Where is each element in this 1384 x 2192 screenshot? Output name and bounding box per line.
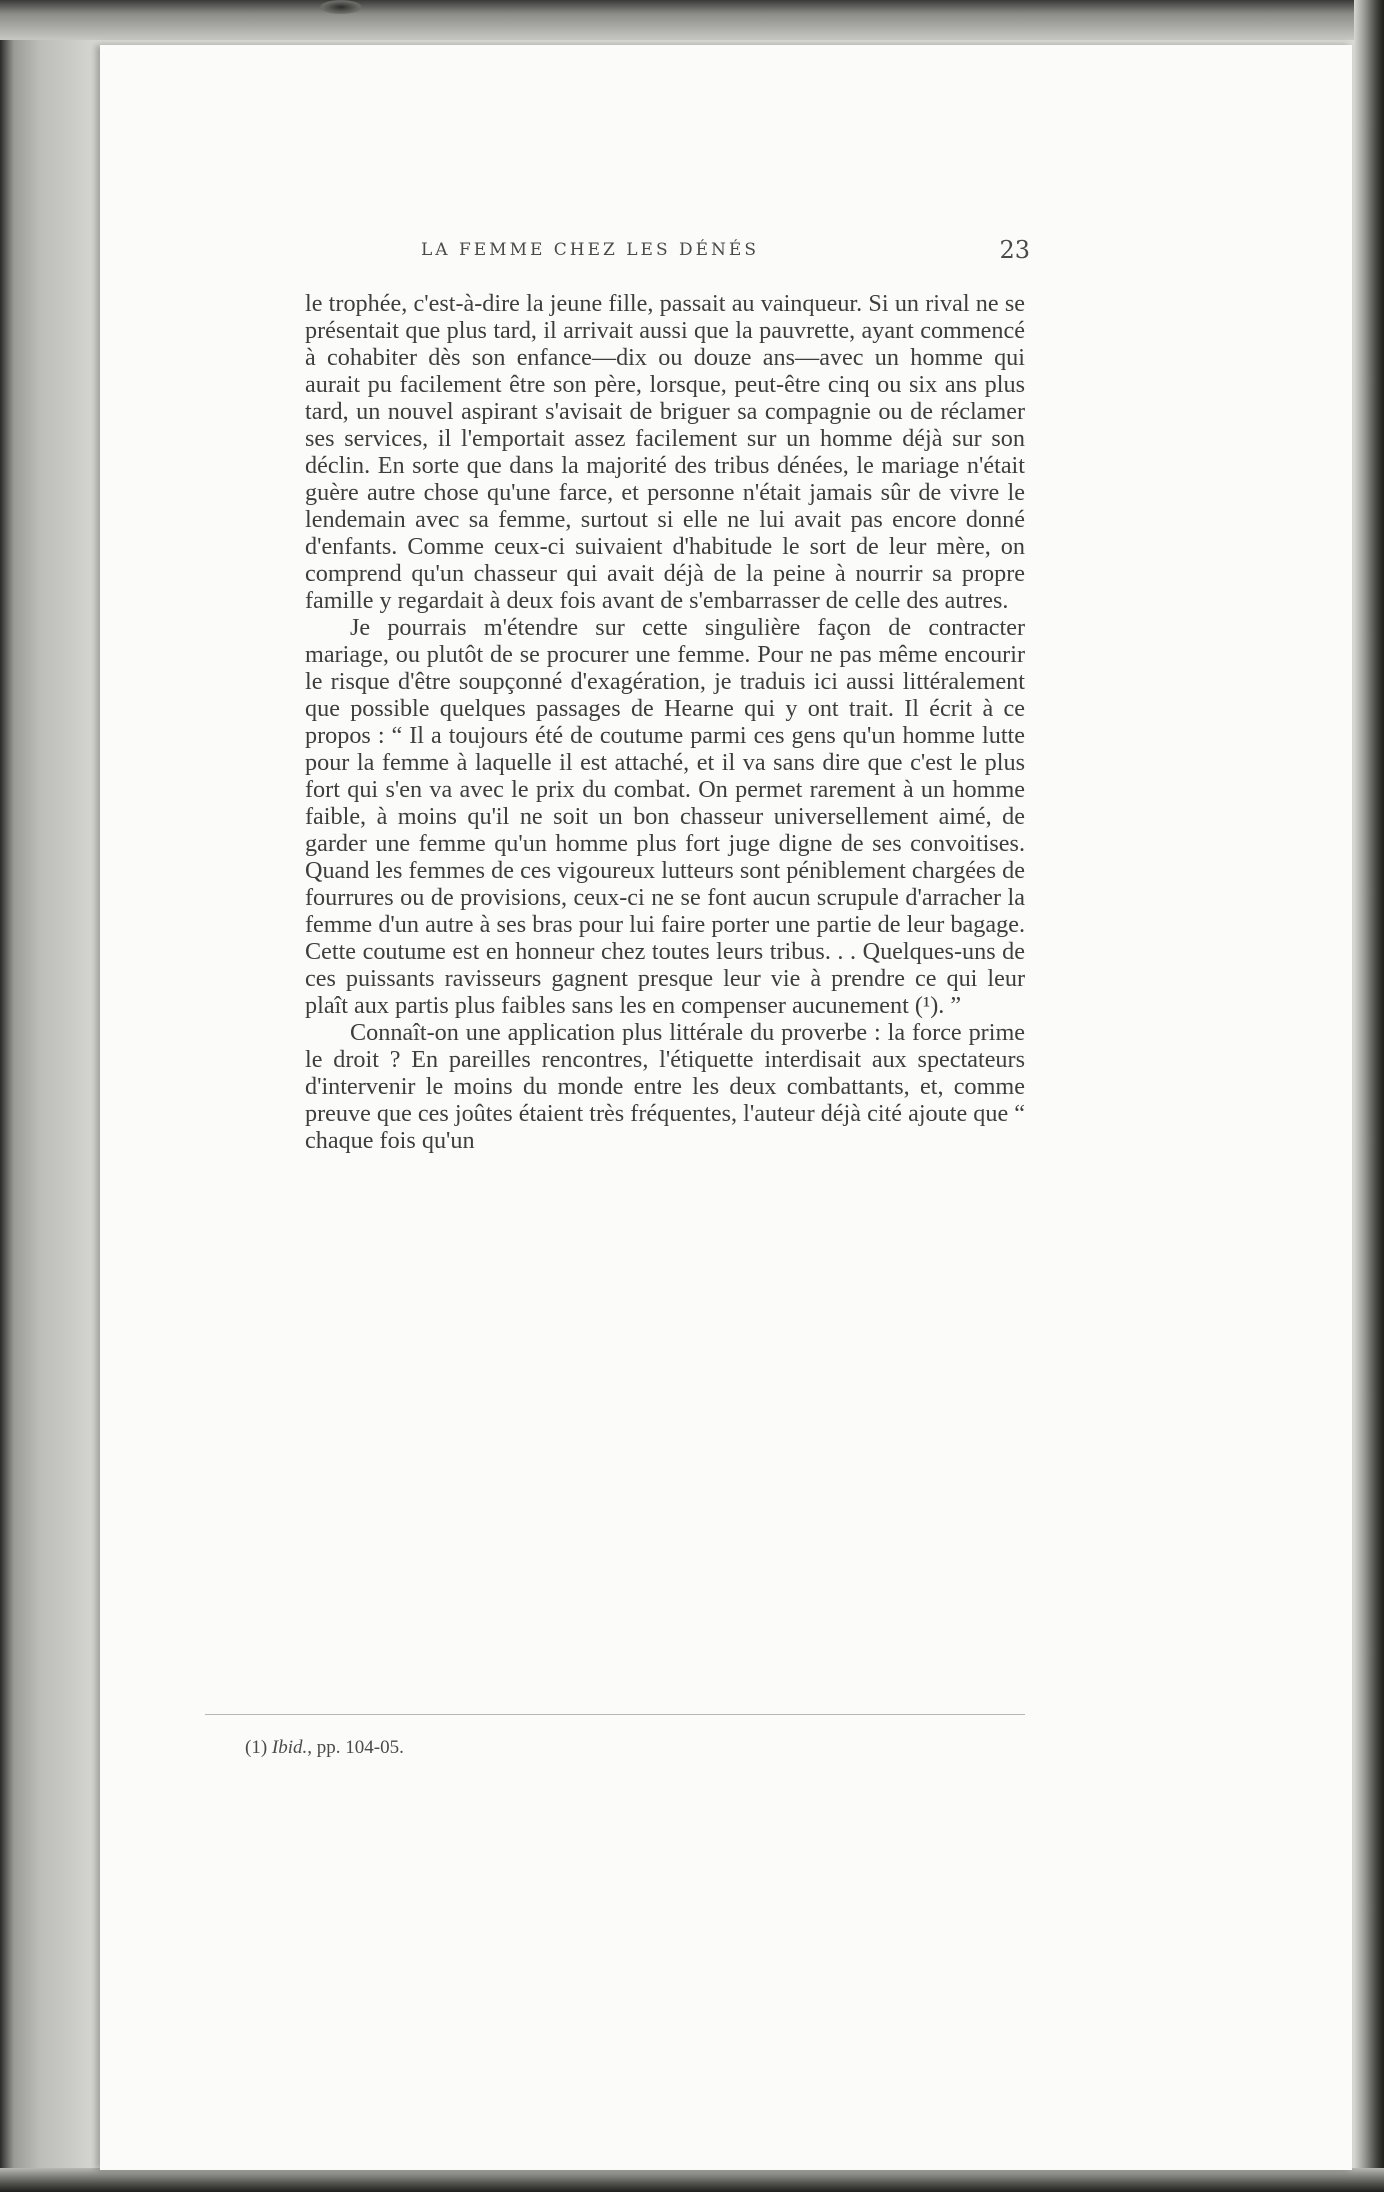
page-number: 23 bbox=[999, 236, 1030, 264]
paragraph-1: le trophée, c'est-à-dire la jeune fille, passait au vainqueur. Si un rival ne se présentait que plus tard, il arrivait aussi que la pauvrette, ayant commencé à cohabiter dès son enfance—dix ou douze ans—avec un homme qui aurait pu facilement être son père, lorsque, peut-être cinq ou six ans plus tard, un nouvel aspirant s'avisait de briguer sa compagnie ou de réclamer ses services, il l'emportait assez facilement sur un homme déjà sur son déclin. En sorte que dans la majorité des tribus dénées, le mariage n'était guère autre chose qu'une farce, et personne n'était jamais sûr de vivre le lendemain avec sa femme, surtout si elle ne lui avait pas encore donné d'enfants. Comme ceux-ci suivaient d'habitude le sort de leur mère, on comprend qu'un chasseur qui avait déjà de la peine à nourrir sa propre famille y regardait à deux fois avant de s'embarrasser de celle des autres. bbox=[305, 290, 1025, 614]
body-text bbox=[305, 290, 1025, 1154]
footnote-marker: (1) bbox=[245, 1737, 268, 1758]
footnote bbox=[245, 1737, 404, 1759]
footnote-divider bbox=[205, 1714, 1025, 1715]
paragraph-2: Je pourrais m'étendre sur cette singulière façon de contracter mariage, ou plutôt de se procurer une femme. Pour ne pas même encourir le risque d'être soupçonné d'exagération, je traduis ici aussi littéralement que possible quelques passages de Hearne qui y ont trait. Il écrit à ce propos : “ Il a toujours été de coutume parmi ces gens qu'un homme lutte pour la femme à laquelle il est attaché, et il va sans dire que c'est le plus fort qui s'en va avec le prix du combat. On permet rarement à un homme faible, à moins qu'il ne soit un bon chasseur universellement aimé, de garder une femme qu'un homme plus fort juge digne de ses convoitises. Quand les femmes de ces vigoureux lutteurs sont péniblement chargées de fourrures ou de provisions, ceux-ci ne se font aucun scrupule d'arracher la femme d'un autre à ses bras pour lui faire porter une partie de leur bagage. Cette coutume est en honneur chez toutes leurs tribus. . . Quelques-uns de ces puissants ravisseurs gagnent presque leur vie à prendre ce qui leur plaît aux partis plus faibles sans les en compenser aucunement (¹). ” bbox=[305, 614, 1025, 1019]
scan-smudge bbox=[320, 0, 362, 14]
scan-right-edge bbox=[1354, 0, 1384, 2192]
footnote-ibid: Ibid. bbox=[271, 1737, 308, 1758]
running-title: LA FEMME CHEZ LES DÉNÉS bbox=[421, 240, 759, 260]
footnote-pages: , pp. 104-05. bbox=[307, 1737, 404, 1758]
scan-bottom-edge bbox=[0, 2168, 1384, 2192]
paragraph-3: Connaît-on une application plus littérale du proverbe : la force prime le droit ? En pareilles rencontres, l'étiquette interdisait aux spectateurs d'intervenir le moins du monde entre les deux combattants, et, comme preuve que ces joûtes étaient très fréquentes, l'auteur déjà cité ajoute que “ chaque fois qu'un bbox=[305, 1019, 1025, 1154]
scan-top-edge bbox=[0, 0, 1384, 40]
